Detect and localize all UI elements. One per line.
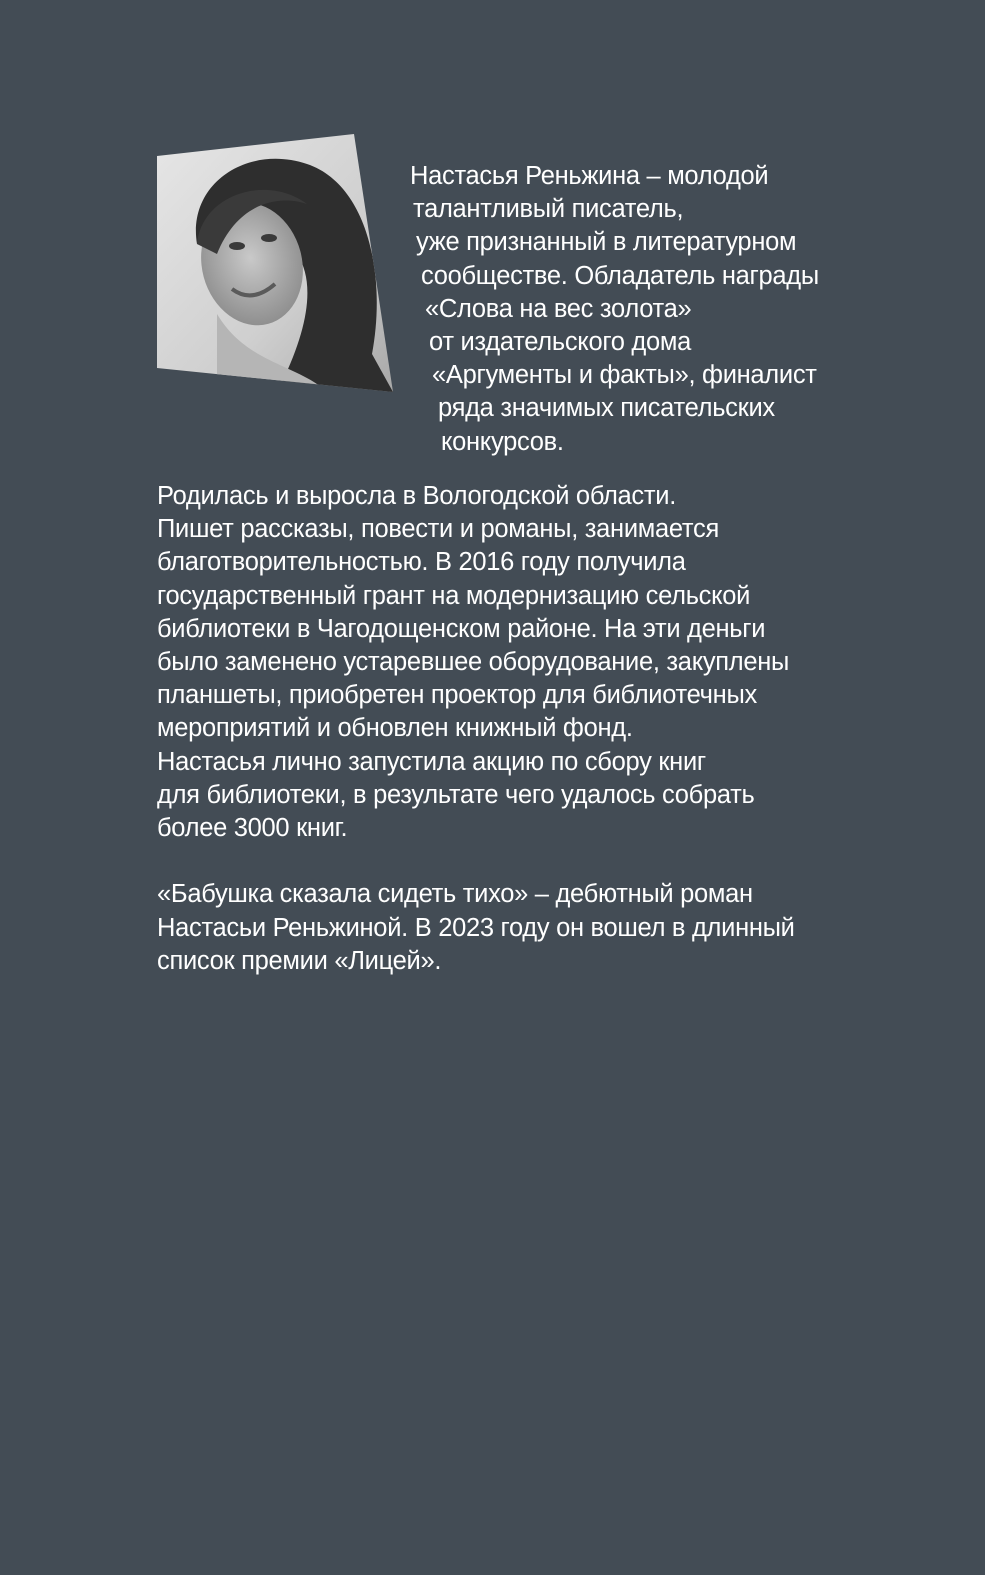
bio-line: для библиотеки, в результате чего удалось собрать [157, 780, 755, 809]
author-photo [157, 134, 393, 392]
intro-paragraph [410, 160, 819, 459]
bio-line: планшеты, приобретен проектор для библиотечных [157, 681, 757, 710]
intro-line: талантливый писатель, [413, 195, 684, 224]
bio-line: мероприятий и обновлен книжный фонд. [157, 714, 633, 743]
bio-line: Настасья лично запустила акцию по сбору книг [157, 747, 706, 776]
intro-line: уже признанный в литературном [416, 228, 797, 257]
bio-line: библиотеки в Чагодощенском районе. На эти деньги [157, 614, 766, 643]
intro-line: сообществе. Обладатель награды [421, 261, 819, 290]
bio-line: благотворительностью. В 2016 году получила [157, 548, 686, 577]
novel-line: «Бабушка сказала сидеть тихо» – дебютный роман [157, 880, 753, 909]
paragraph-gap [157, 845, 857, 878]
bio-section [157, 480, 857, 978]
intro-line: конкурсов. [441, 427, 564, 456]
intro-line: ряда значимых писательских [438, 394, 775, 423]
novel-line: список премии «Лицей». [157, 946, 442, 975]
intro-line: «Слова на вес золота» [425, 294, 692, 323]
intro-line: от издательского дома [429, 328, 692, 357]
intro-line: Настасья Реньжина – молодой [410, 162, 769, 190]
bio-line: государственный грант на модернизацию сельской [157, 581, 751, 610]
novel-line: Настасьи Реньжиной. В 2023 году он вошел в длинный [157, 913, 795, 942]
bio-line: Родилась и выросла в Вологодской области. [157, 482, 676, 510]
bio-line: было заменено устаревшее оборудование, закуплены [157, 648, 790, 677]
bio-line: Пишет рассказы, повести и романы, занимается [157, 515, 719, 544]
bio-line: более 3000 книг. [157, 814, 348, 843]
intro-line: «Аргументы и факты», финалист [432, 361, 817, 390]
